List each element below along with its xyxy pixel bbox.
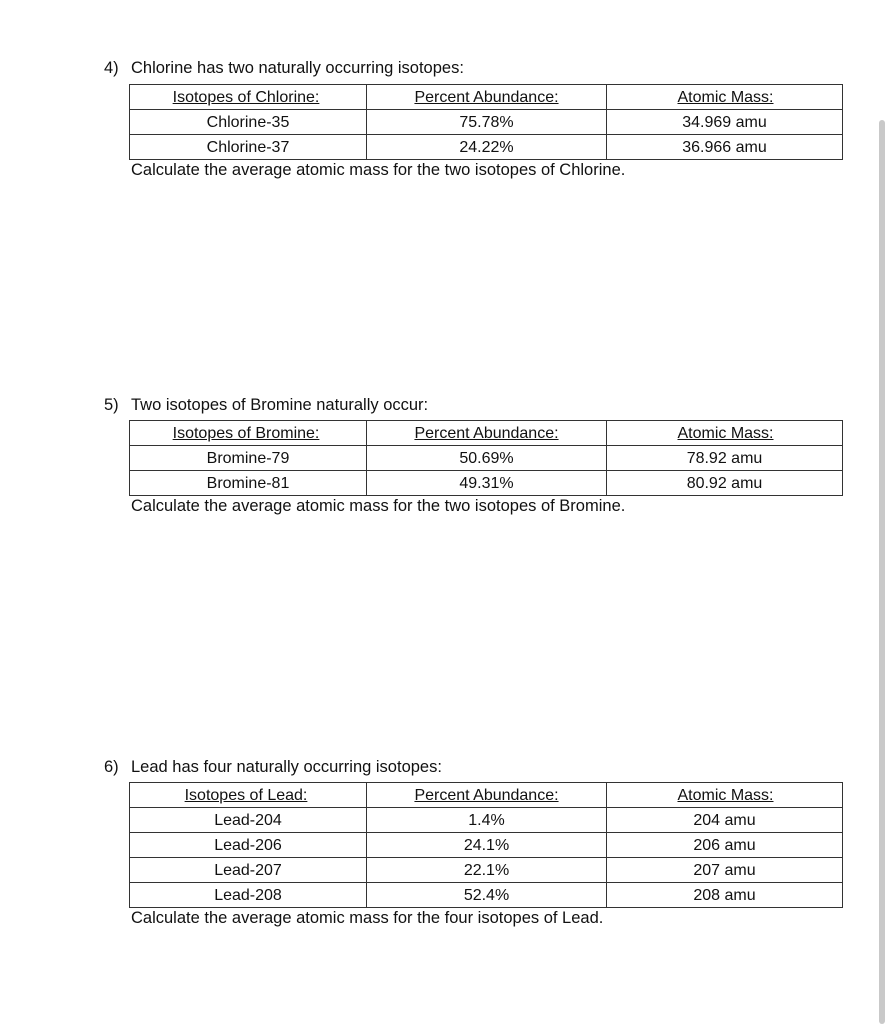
cell-percent: 24.1% — [367, 833, 607, 858]
header-isotope: Isotopes of Chlorine: — [130, 85, 367, 110]
cell-percent: 75.78% — [367, 110, 607, 135]
question-number: 5) — [104, 396, 119, 414]
header-percent: Percent Abundance: — [367, 85, 607, 110]
cell-percent: 49.31% — [367, 471, 607, 496]
question-text: Two isotopes of Bromine naturally occur: — [131, 396, 429, 414]
cell-isotope: Bromine-81 — [130, 471, 367, 496]
cell-mass: 34.969 amu — [607, 110, 843, 135]
question-5 — [104, 396, 428, 415]
cell-mass: 207 amu — [607, 858, 843, 883]
cell-mass: 204 amu — [607, 808, 843, 833]
cell-isotope: Lead-206 — [130, 833, 367, 858]
cell-isotope: Chlorine-37 — [130, 135, 367, 160]
isotope-table-chlorine — [129, 84, 843, 160]
header-mass: Atomic Mass: — [607, 85, 843, 110]
question-number: 4) — [104, 59, 119, 77]
table-row — [130, 110, 843, 135]
cell-percent: 50.69% — [367, 446, 607, 471]
header-percent: Percent Abundance: — [367, 783, 607, 808]
question-text: Lead has four naturally occurring isotopes: — [131, 758, 442, 776]
question-number: 6) — [104, 758, 119, 776]
cell-mass: 78.92 amu — [607, 446, 843, 471]
table-row — [130, 135, 843, 160]
question-text: Chlorine has two naturally occurring isotopes: — [131, 59, 464, 77]
scrollbar[interactable] — [879, 120, 885, 1024]
table-row — [130, 446, 843, 471]
cell-mass: 208 amu — [607, 883, 843, 908]
table-header-row — [130, 85, 843, 110]
cell-isotope: Lead-204 — [130, 808, 367, 833]
cell-percent: 24.22% — [367, 135, 607, 160]
table-row — [130, 808, 843, 833]
header-isotope: Isotopes of Bromine: — [130, 421, 367, 446]
table-row — [130, 833, 843, 858]
cell-percent: 52.4% — [367, 883, 607, 908]
prompt-6: Calculate the average atomic mass for the four isotopes of Lead. — [131, 909, 604, 927]
header-isotope: Isotopes of Lead: — [130, 783, 367, 808]
cell-mass: 206 amu — [607, 833, 843, 858]
isotope-table-bromine — [129, 420, 843, 496]
header-mass: Atomic Mass: — [607, 421, 843, 446]
cell-percent: 1.4% — [367, 808, 607, 833]
header-mass: Atomic Mass: — [607, 783, 843, 808]
table-row — [130, 858, 843, 883]
table-header-row — [130, 421, 843, 446]
table-row — [130, 471, 843, 496]
cell-isotope: Lead-207 — [130, 858, 367, 883]
cell-isotope: Chlorine-35 — [130, 110, 367, 135]
prompt-5: Calculate the average atomic mass for the two isotopes of Bromine. — [131, 497, 626, 515]
header-percent: Percent Abundance: — [367, 421, 607, 446]
table-header-row — [130, 783, 843, 808]
question-4 — [104, 59, 464, 78]
prompt-4: Calculate the average atomic mass for the two isotopes of Chlorine. — [131, 161, 626, 179]
table-row — [130, 883, 843, 908]
cell-mass: 36.966 amu — [607, 135, 843, 160]
cell-mass: 80.92 amu — [607, 471, 843, 496]
cell-isotope: Bromine-79 — [130, 446, 367, 471]
cell-percent: 22.1% — [367, 858, 607, 883]
cell-isotope: Lead-208 — [130, 883, 367, 908]
question-6 — [104, 758, 442, 777]
isotope-table-lead — [129, 782, 843, 908]
